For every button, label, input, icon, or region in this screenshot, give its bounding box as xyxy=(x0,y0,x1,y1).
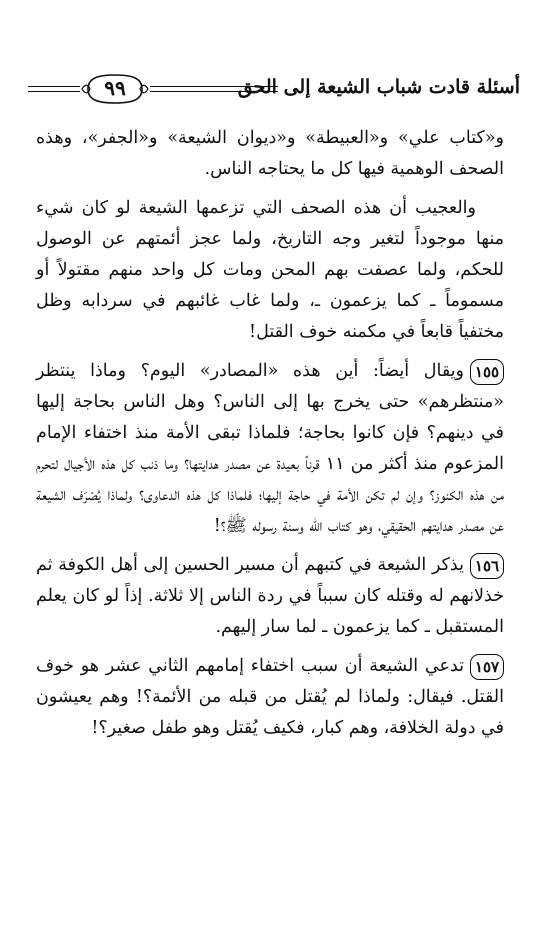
page-header xyxy=(28,72,520,118)
paragraph: و«كتاب علي» و«العبيطة» و«ديوان الشيعة» و«الجفر»، وهذه الصحف الوهمية فيها كل ما يحتاجه الناس. xyxy=(36,128,504,179)
page-body xyxy=(36,123,504,752)
numbered-question xyxy=(36,550,504,643)
page-number: ٩٩ xyxy=(104,76,126,100)
question-number-badge: ١٥٥ xyxy=(470,359,504,385)
paragraph: والعجيب أن هذه الصحف التي تزعمها الشيعة لو كان شيء منها موجوداً لتغير وجه التاريخ، ولما عجز أئمتهم عن الوصول للحكم، ولما عصفت بهم المحن ومات كل واحد منهم مقتولاً أو مسموماً ـ كما يزعمون ـ، ولما غاب غائبهم في سردابه وظل مختفياً قابعاً في مكمنه خوف القتل! xyxy=(36,198,504,342)
question-text: تدعي الشيعة أن سبب اختفاء إمامهم الثاني عشر هو خوف القتل. فيقال: ولماذا لم يُقتل من قبله من الأئمة؟! وهم يعيشون في دولة الخلافة، وهم كبار، فكيف يُقتل وهو طفل صغير؟! xyxy=(36,656,504,738)
question-number-badge: ١٥٧ xyxy=(470,654,504,680)
question-text: ويقال أيضاً: أين هذه «المصادر» اليوم؟ وماذا ينتظر «منتظرهم» حتى يخرج بها إلى الناس؟ وهل الناس بحاجة إليها في دينهم؟ فإن كانوا بحاجة؛ فلماذا تبقى الأمة منذ اختفاء الإمام المزعوم منذ أكثر من ١١ قرناً بعيدة عن مصدر هدايتها؟ وما ذنب كل هذه الأجيال لتحرم من هذه الكنوز؟ وإن لم تكن الأمة في حاجة إليها؛ فلماذا كل هذه الدعاوى؟ ولماذا يُصْرَف الشيعة عن مصدر هدايتهم الحقيقي، وهو كتاب الله وسنة رسوله ﷺ؟! xyxy=(36,361,505,536)
question-text: يذكر الشيعة في كتبهم أن مسير الحسين إلى أهل الكوفة ثم خذلانهم له وقتله كان سبباً في ردة الناس إلا ثلاثة. إذاً لو كان يعلم المستقبل ـ كما يزعمون ـ لما سار إليهم. xyxy=(36,555,504,637)
question-number-badge: ١٥٦ xyxy=(470,553,504,579)
running-title: أسئلة قادت شباب الشيعة إلى الحق xyxy=(237,76,520,98)
page-number-ornament xyxy=(80,72,150,106)
numbered-question xyxy=(36,651,504,744)
header-rule xyxy=(28,86,80,87)
header-rule xyxy=(28,91,80,92)
numbered-question xyxy=(36,356,504,542)
